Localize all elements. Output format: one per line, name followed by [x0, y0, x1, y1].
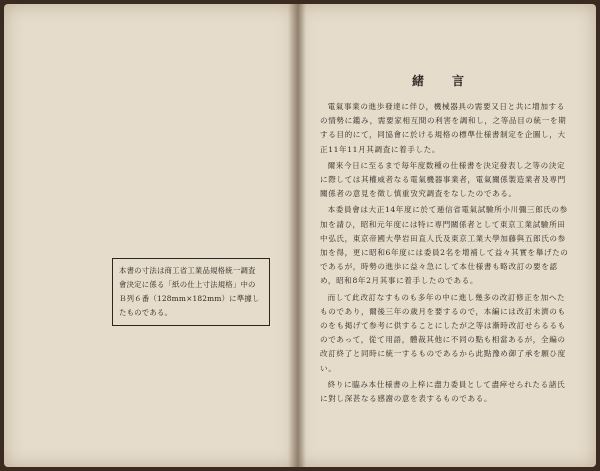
page-title: 緒 言 [411, 74, 472, 88]
preface-paragraph: 終りに臨み本仕様書の上梓に盡力委員として盡瘁せられたる諸氏に對し深甚なる感謝の意を表するものである。 [320, 379, 566, 404]
left-page [4, 4, 296, 467]
size-notice-box [112, 258, 270, 326]
preface-body [320, 100, 572, 408]
preface-paragraph: 電氣事業の進歩發達に伴ひ，機械器具の需要又日と共に增加するの情勢に鑑み，需要家相互間の利害を調和し，之等品目の統一を期する目的にて，同協會に於ける規格の標準仕様書制定を企圖し，大正11年11月其調査に着手した。 [320, 102, 567, 154]
size-notice-text: 本書の寸法は商工省工業品規格統一調査會決定に係る「紙の仕上寸法規格」中のＢ列６番（128mm×182mm）に準據したものである。 [119, 266, 260, 317]
preface-paragraph: 而して此改訂なすものも多年の中に進し幾多の改訂修正を加へたものであり，爾後三年の歳月を要するので，本編には改訂未濟のものをも掲げて参考に供することにしたが之等は漸時改訂せらるるものであって，從て用語，體裁其他に不同の點も相當あるが，全編の改訂終了と同時に統一するものであるから此點豫め御了承を願ひ度い。 [320, 292, 566, 373]
preface-paragraph: 本委員會は大正14年度に於て逓信省電氣試驗所小川彌三郎氏の参加を請ひ，昭和元年度には特に専門關係者として東京工業試驗所田中弘氏，東京帝國大學岩田直人氏及東京工業大學加藤與五郎氏の参加を得，更に昭和6年度には委員2名を增補して益々其實を舉げたのであるが，時勢の進歩に益々急にして本仕様書も略改訂の要を認め，昭和8年2月其事に着手したのである。 [320, 205, 569, 286]
preface-paragraph: 爾來今日に至るまで毎年度数種の仕様書を決定發表し之等の決定に際しては其權威者なる電氣機器事業者，電氣關係製造業者及専門關係者の意見を徵し慎重攷究調査をなしたのである。 [320, 160, 566, 199]
